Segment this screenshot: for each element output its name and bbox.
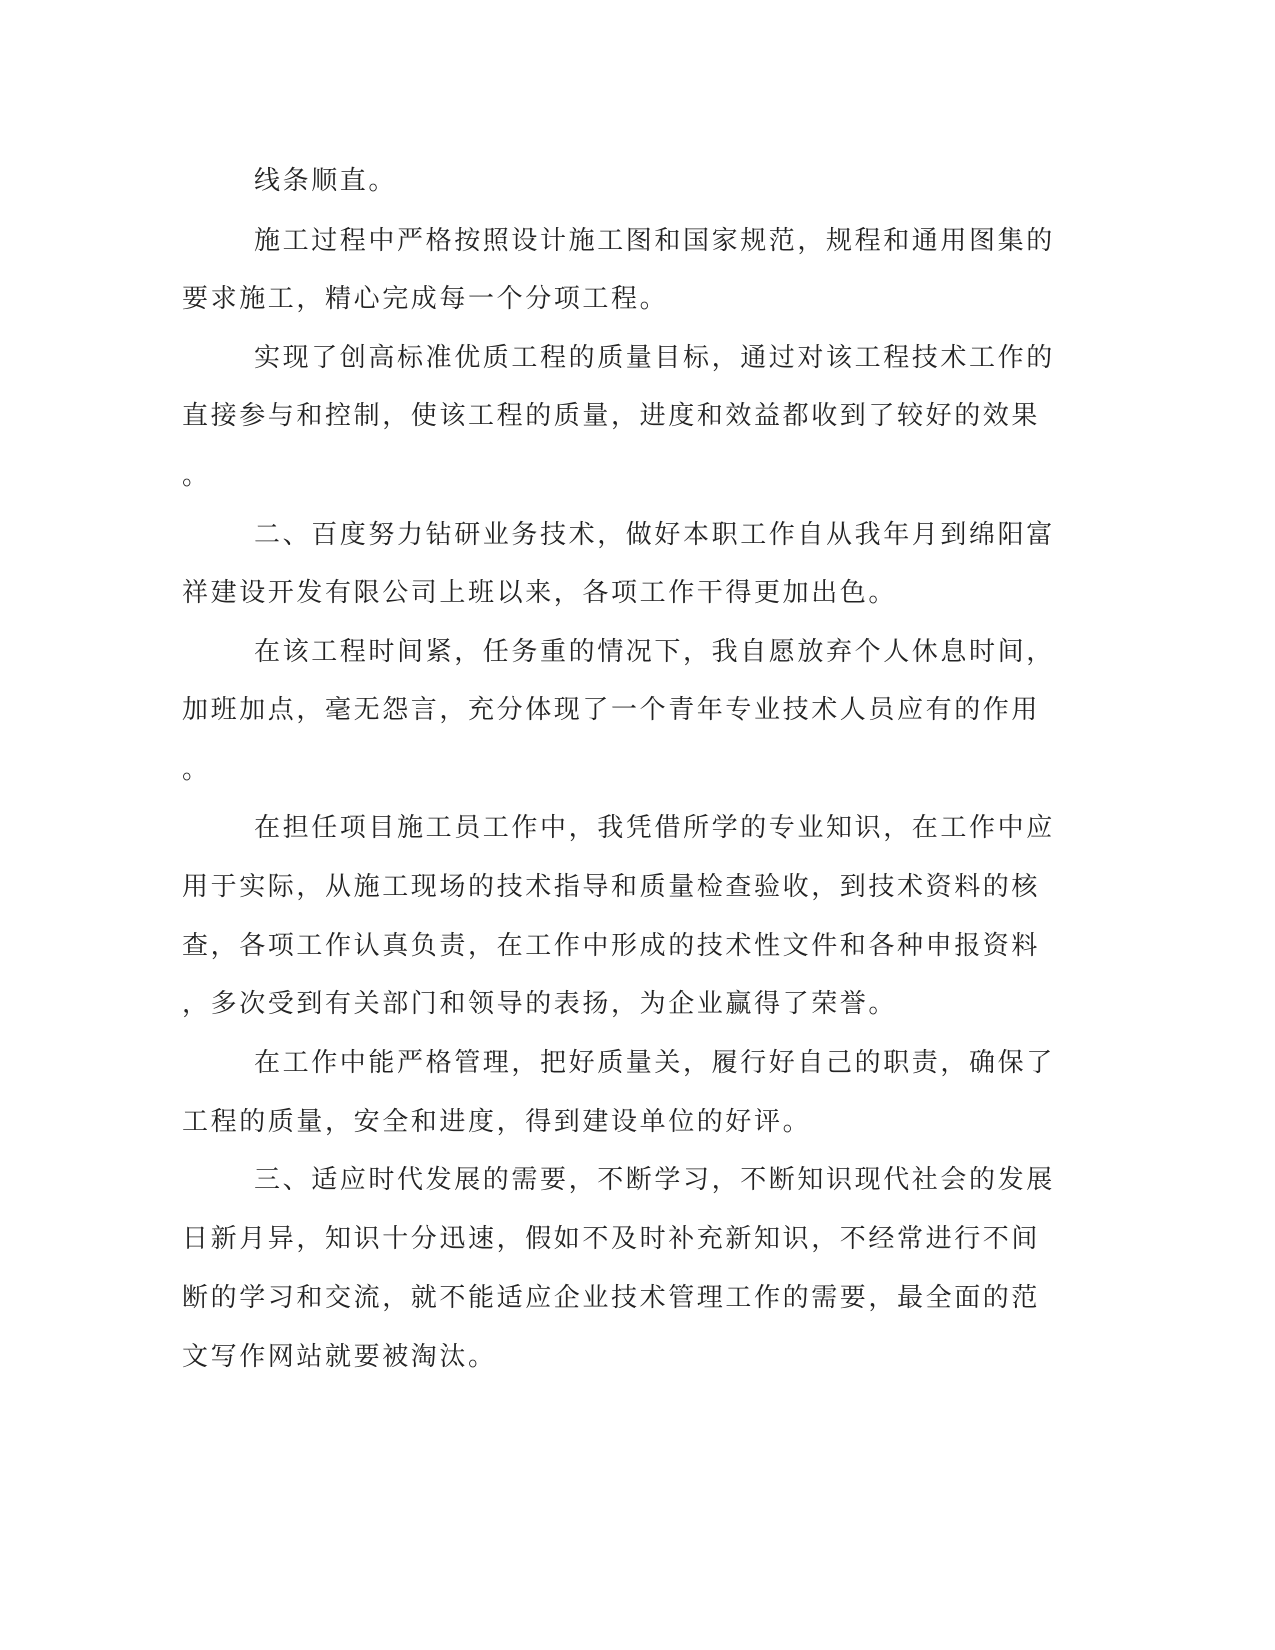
text-line: 三、适应时代发展的需要，不断学习，不断知识现代社会的发展 [254,1165,1055,1195]
text-line: ，多次受到有关部门和领导的表扬，为企业赢得了荣誉。 [182,989,898,1019]
text-line: 。 [182,461,211,491]
text-line: 。 [182,755,211,785]
text-line: 要求施工，精心完成每一个分项工程。 [182,284,669,314]
text-line: 工程的质量，安全和进度，得到建设单位的好评。 [182,1107,812,1137]
text-line: 加班加点，毫无怨言，充分体现了一个青年专业技术人员应有的作用 [182,695,1041,725]
text-line: 查，各项工作认真负责，在工作中形成的技术性文件和各种申报资料 [182,931,1041,961]
text-line: 在担任项目施工员工作中，我凭借所学的专业知识，在工作中应 [254,813,1055,843]
text-line: 直接参与和控制，使该工程的质量，进度和效益都收到了较好的效果 [182,401,1041,431]
text-line: 日新月异，知识十分迅速，假如不及时补充新知识，不经常进行不间 [182,1224,1041,1254]
text-line: 实现了创高标准优质工程的质量目标，通过对该工程技术工作的 [254,343,1055,373]
text-line: 文写作网站就要被淘汰。 [182,1342,497,1372]
text-line: 在该工程时间紧，任务重的情况下，我自愿放弃个人休息时间， [254,637,1055,667]
text-line: 线条顺直。 [254,166,398,196]
text-line: 祥建设开发有限公司上班以来，各项工作干得更加出色。 [182,578,898,608]
text-line: 施工过程中严格按照设计施工图和国家规范，规程和通用图集的 [254,226,1055,256]
text-line: 二、百度努力钻研业务技术，做好本职工作自从我年月到绵阳富 [254,520,1055,550]
text-line: 在工作中能严格管理，把好质量关，履行好自己的职责，确保了 [254,1048,1055,1078]
text-line: 断的学习和交流，就不能适应企业技术管理工作的需要，最全面的范 [182,1283,1041,1313]
text-line: 用于实际，从施工现场的技术指导和质量检查验收，到技术资料的核 [182,872,1041,902]
